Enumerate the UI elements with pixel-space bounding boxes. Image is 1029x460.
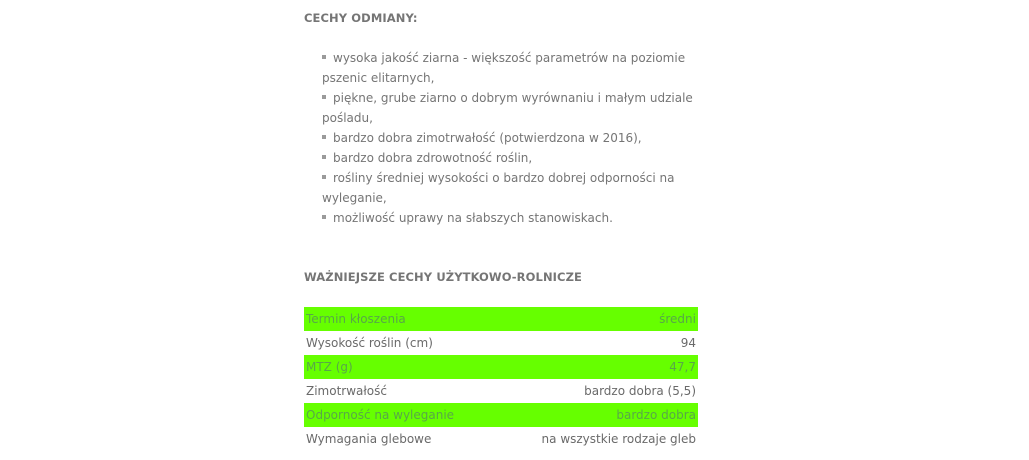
table-row <box>304 403 698 427</box>
row-value: średni <box>659 312 696 326</box>
list-item-text: piękne, grube ziarno o dobrym wyrównaniu i małym udziale pośladu, <box>322 91 693 125</box>
list-item <box>322 48 702 88</box>
table-row <box>304 307 698 331</box>
list-item-text: możliwość uprawy na słabszych stanowiskach. <box>333 211 613 225</box>
features-heading: CECHY ODMIANY: <box>304 11 418 25</box>
bullet-icon <box>322 55 326 59</box>
bullet-icon <box>322 155 326 159</box>
row-label: MTZ (g) <box>306 360 353 374</box>
bullet-icon <box>322 95 326 99</box>
list-item <box>322 88 702 128</box>
bullet-icon <box>322 215 326 219</box>
row-value: 47,7 <box>669 360 696 374</box>
row-value: 94 <box>680 336 696 350</box>
traits-table <box>304 307 698 451</box>
row-label: Zimotrwałość <box>306 384 387 398</box>
row-value: bardzo dobra <box>616 408 696 422</box>
table-row <box>304 355 698 379</box>
traits-heading: WAŻNIEJSZE CECHY UŻYTKOWO-ROLNICZE <box>304 270 582 284</box>
bullet-icon <box>322 135 326 139</box>
table-row <box>304 379 698 403</box>
table-row <box>304 427 698 451</box>
list-item <box>322 148 702 168</box>
row-label: Odporność na wyleganie <box>306 408 455 422</box>
row-label: Termin kłoszenia <box>306 312 406 326</box>
row-label: Wysokość roślin (cm) <box>306 336 433 350</box>
list-item-text: rośliny średniej wysokości o bardzo dobrej odporności na wyleganie, <box>322 171 675 205</box>
list-item-text: bardzo dobra zimotrwałość (potwierdzona w 2016), <box>333 131 642 145</box>
list-item-text: wysoka jakość ziarna - większość parametrów na poziomie pszenic elitarnych, <box>322 51 686 85</box>
table-row <box>304 331 698 355</box>
bullet-icon <box>322 175 326 179</box>
row-value: bardzo dobra (5,5) <box>584 384 696 398</box>
list-item-text: bardzo dobra zdrowotność roślin, <box>333 151 533 165</box>
row-value: na wszystkie rodzaje gleb <box>541 432 696 446</box>
row-label: Wymagania glebowe <box>306 432 432 446</box>
features-list <box>322 48 702 228</box>
list-item <box>322 168 702 208</box>
list-item <box>322 128 702 148</box>
list-item <box>322 208 702 228</box>
